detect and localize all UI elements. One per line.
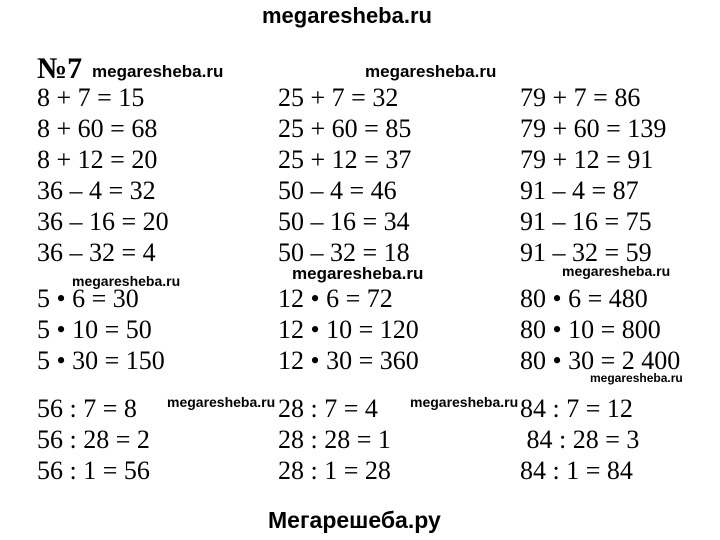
equation: 50 – 4 = 46: [278, 176, 397, 205]
equation: 84 : 28 = 3: [520, 425, 640, 454]
watermark: megaresheba.ru: [167, 394, 276, 410]
equation: 25 + 60 = 85: [278, 114, 412, 143]
equation: 91 – 16 = 75: [520, 207, 652, 236]
equation: 12 • 6 = 72: [278, 284, 393, 313]
equation: 5 • 6 = 30: [37, 284, 139, 313]
equation: 36 – 4 = 32: [37, 176, 156, 205]
equation: 12 • 10 = 120: [278, 315, 419, 344]
equation: 28 : 7 = 4: [278, 394, 378, 423]
watermark: megaresheba.ru: [365, 62, 497, 81]
task-number: №7: [37, 52, 83, 85]
equation: 79 + 12 = 91: [520, 145, 654, 174]
equation: 28 : 1 = 28: [278, 456, 391, 485]
equation: 25 + 7 = 32: [278, 83, 399, 112]
equation: 80 • 30 = 2 400: [520, 346, 681, 375]
equation: 28 : 28 = 1: [278, 425, 391, 454]
equation: 36 – 16 = 20: [37, 207, 169, 236]
equation: 84 : 7 = 12: [520, 394, 633, 423]
equation: 8 + 12 = 20: [37, 145, 158, 174]
equation: 5 • 30 = 150: [37, 346, 165, 375]
equation: 12 • 30 = 360: [278, 346, 419, 375]
equation: 56 : 28 = 2: [37, 425, 150, 454]
equation: 8 + 7 = 15: [37, 83, 145, 112]
site-header-watermark: megaresheba.ru: [262, 3, 432, 28]
watermark: megaresheba.ru: [410, 394, 519, 410]
equation: 56 : 1 = 56: [37, 456, 150, 485]
equation: 84 : 1 = 84: [520, 456, 633, 485]
watermark: megaresheba.ru: [72, 273, 181, 289]
watermark: megaresheba.ru: [590, 371, 683, 385]
equation: 91 – 32 = 59: [520, 238, 652, 267]
equation: 50 – 32 = 18: [278, 238, 410, 267]
site-footer-watermark: Мегарешеба.ру: [268, 507, 441, 533]
equation: 80 • 10 = 800: [520, 315, 661, 344]
equation: 5 • 10 = 50: [37, 315, 152, 344]
equation: 79 + 60 = 139: [520, 114, 667, 143]
watermark: megaresheba.ru: [92, 62, 224, 81]
equation: 91 – 4 = 87: [520, 176, 639, 205]
equation: 79 + 7 = 86: [520, 83, 641, 112]
equation: 8 + 60 = 68: [37, 114, 158, 143]
watermark: megaresheba.ru: [562, 263, 671, 279]
equation: 56 : 7 = 8: [37, 394, 137, 423]
watermark: megaresheba.ru: [292, 264, 424, 283]
equation: 25 + 12 = 37: [278, 145, 412, 174]
equation: 36 – 32 = 4: [37, 238, 156, 267]
equation: 80 • 6 = 480: [520, 284, 648, 313]
equation: 50 – 16 = 34: [278, 207, 410, 236]
